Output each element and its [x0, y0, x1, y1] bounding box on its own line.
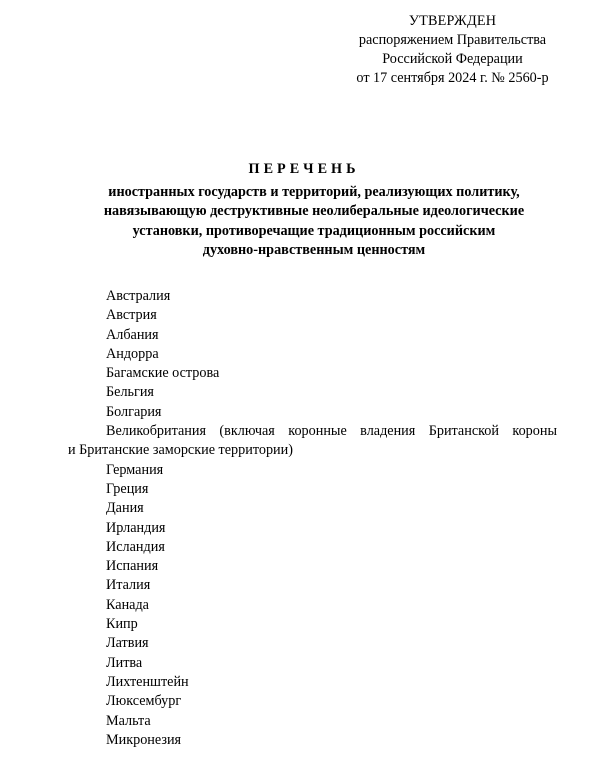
country-item: Лихтенштейн — [106, 673, 189, 690]
approval-authority: распоряжением Правительства — [358, 32, 547, 48]
subtitle-line: навязывающую деструктивные неолиберальные идеологические — [103, 203, 525, 220]
country-item: Люксембург — [106, 693, 182, 710]
subtitle-line: иностранных государств и территорий, реализующих политику, — [108, 184, 520, 200]
approval-government: Российской Федерации — [382, 51, 523, 67]
country-item: Болгария — [106, 403, 162, 420]
country-item: Багамские острова — [106, 365, 220, 382]
country-item: Кипр — [106, 616, 138, 633]
country-item: Ирландия — [106, 519, 166, 536]
subtitle-line: духовно-нравственным ценностям — [202, 241, 426, 258]
country-item: Мальта — [106, 712, 151, 729]
country-item: Литва — [106, 654, 143, 671]
country-list — [0, 287, 608, 750]
country-item: Исландия — [106, 538, 165, 555]
country-item-line: Великобритания (включая коронные владения Британской короны — [106, 423, 557, 440]
approval-stamp — [320, 12, 585, 88]
country-item: Австрия — [106, 307, 157, 324]
country-item: Латвия — [106, 635, 149, 652]
approval-date-number: от 17 сентября 2024 г. № 2560-р — [356, 70, 549, 86]
country-item: Германия — [106, 461, 164, 478]
country-item: Канада — [106, 596, 149, 613]
country-item: Бельгия — [106, 384, 154, 401]
country-item-line: и Британские заморские территории) — [68, 442, 293, 459]
country-item: Италия — [106, 577, 151, 594]
subtitle-line: установки, противоречащие традиционным российским — [132, 222, 496, 239]
document-title: ПЕРЕЧЕНЬ — [248, 161, 360, 177]
country-item: Албания — [106, 326, 159, 343]
country-item: Испания — [106, 558, 159, 575]
document-subtitle — [60, 183, 568, 260]
country-item — [0, 422, 608, 461]
country-item: Микронезия — [106, 731, 182, 748]
country-item: Австралия — [106, 288, 171, 304]
country-item: Греция — [106, 480, 149, 497]
country-item: Андорра — [106, 345, 159, 362]
country-item: Дания — [106, 500, 144, 517]
approval-heading: УТВЕРЖДЕН — [408, 13, 497, 29]
